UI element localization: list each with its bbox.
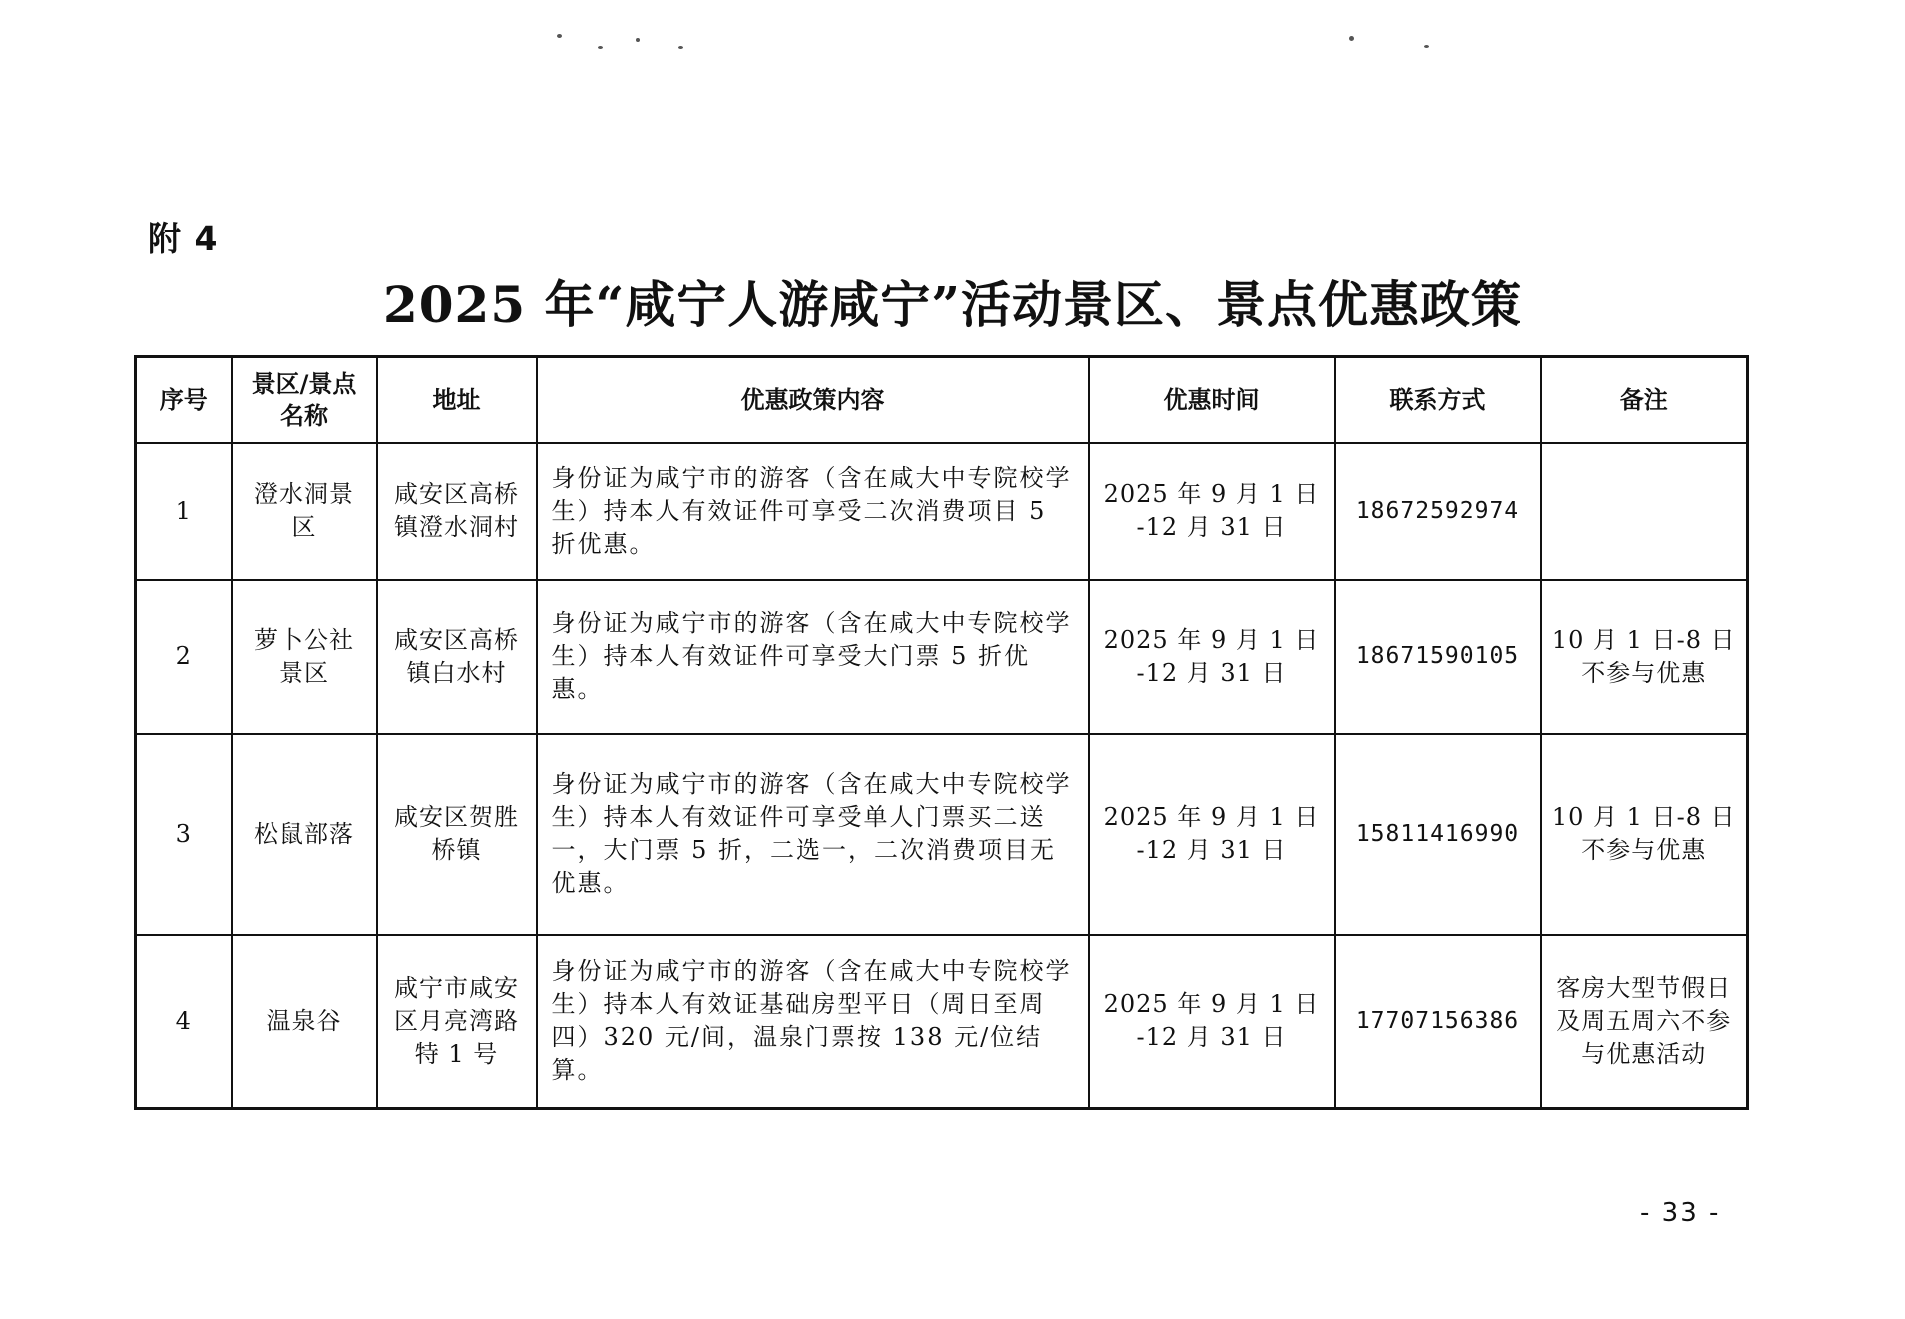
cell-scenic-spot-name: 温泉谷: [232, 935, 377, 1109]
cell-policy-content: 身份证为咸宁市的游客（含在咸大中专院校学生）持本人有效证件可享受二次消费项目 5 折优惠。: [537, 443, 1089, 580]
table-row: [136, 580, 1748, 734]
table-row: [136, 443, 1748, 580]
cell-remarks: [1541, 443, 1748, 580]
period-start: 2025 年 9 月 1 日: [1103, 625, 1320, 654]
cell-policy-content: 身份证为咸宁市的游客（含在咸大中专院校学生）持本人有效证基础房型平日（周日至周四）320 元/间，温泉门票按 138 元/位结算。: [537, 935, 1089, 1109]
cell-contact-phone: 18672592974: [1335, 443, 1541, 580]
table-row: [136, 734, 1748, 935]
header-scenic-spot-name: 景区/景点名称: [232, 357, 377, 443]
cell-discount-period: [1089, 935, 1335, 1109]
cell-address: 咸宁市咸安区月亮湾路特 1 号: [377, 935, 537, 1109]
scan-speck: [1349, 36, 1354, 41]
scan-speck: [1424, 45, 1429, 48]
cell-remarks: 10 月 1 日-8 日不参与优惠: [1541, 734, 1748, 935]
page-number: - 33 -: [1640, 1198, 1721, 1228]
cell-scenic-spot-name: 萝卜公社景区: [232, 580, 377, 734]
cell-discount-period: [1089, 580, 1335, 734]
attachment-label: 附 4: [148, 219, 219, 258]
cell-contact-phone: 15811416990: [1335, 734, 1541, 935]
cell-serial-number: 3: [136, 734, 232, 935]
cell-remarks: 客房大型节假日及周五周六不参与优惠活动: [1541, 935, 1748, 1109]
period-start: 2025 年 9 月 1 日: [1103, 480, 1320, 508]
table-row: [136, 935, 1748, 1109]
cell-discount-period: [1089, 443, 1335, 580]
header-discount-period: 优惠时间: [1089, 357, 1335, 443]
cell-contact-phone: 17707156386: [1335, 935, 1541, 1109]
cell-scenic-spot-name: 澄水洞景区: [232, 443, 377, 580]
header-policy-content: 优惠政策内容: [537, 357, 1089, 443]
cell-address: 咸安区高桥镇澄水洞村: [377, 443, 537, 580]
scan-speck: [557, 34, 562, 38]
period-start: 2025 年 9 月 1 日: [1103, 990, 1320, 1019]
cell-address: 咸安区贺胜桥镇: [377, 734, 537, 935]
period-end: -12 月 31 日: [1136, 658, 1287, 687]
cell-policy-content: 身份证为咸宁市的游客（含在咸大中专院校学生）持本人有效证件可享受单人门票买二送一，大门票 5 折，二选一，二次消费项目无优惠。: [537, 734, 1089, 935]
period-end: -12 月 31 日: [1136, 1023, 1287, 1052]
cell-serial-number: 1: [136, 443, 232, 580]
policy-table: [134, 355, 1749, 1110]
header-address: 地址: [377, 357, 537, 443]
table-header-row: [136, 357, 1748, 443]
document-title: 2025 年“咸宁人游咸宁”活动景区、景点优惠政策: [382, 275, 1523, 334]
header-remarks: 备注: [1541, 357, 1748, 443]
scan-speck: [678, 46, 683, 49]
cell-serial-number: 4: [136, 935, 232, 1109]
cell-policy-content: 身份证为咸宁市的游客（含在咸大中专院校学生）持本人有效证件可享受大门票 5 折优惠。: [537, 580, 1089, 734]
policy-table-container: [134, 355, 1746, 1110]
header-contact: 联系方式: [1335, 357, 1541, 443]
cell-scenic-spot-name: 松鼠部落: [232, 734, 377, 935]
scan-speck: [636, 38, 640, 42]
cell-remarks: 10 月 1 日-8 日不参与优惠: [1541, 580, 1748, 734]
period-end: -12 月 31 日: [1136, 513, 1287, 541]
period-start: 2025 年 9 月 1 日: [1103, 803, 1320, 831]
cell-discount-period: [1089, 734, 1335, 935]
cell-address: 咸安区高桥镇白水村: [377, 580, 537, 734]
scan-speck: [598, 46, 603, 49]
period-end: -12 月 31 日: [1136, 836, 1287, 864]
cell-contact-phone: 18671590105: [1335, 580, 1541, 734]
cell-serial-number: 2: [136, 580, 232, 734]
header-serial-number: 序号: [136, 357, 232, 443]
